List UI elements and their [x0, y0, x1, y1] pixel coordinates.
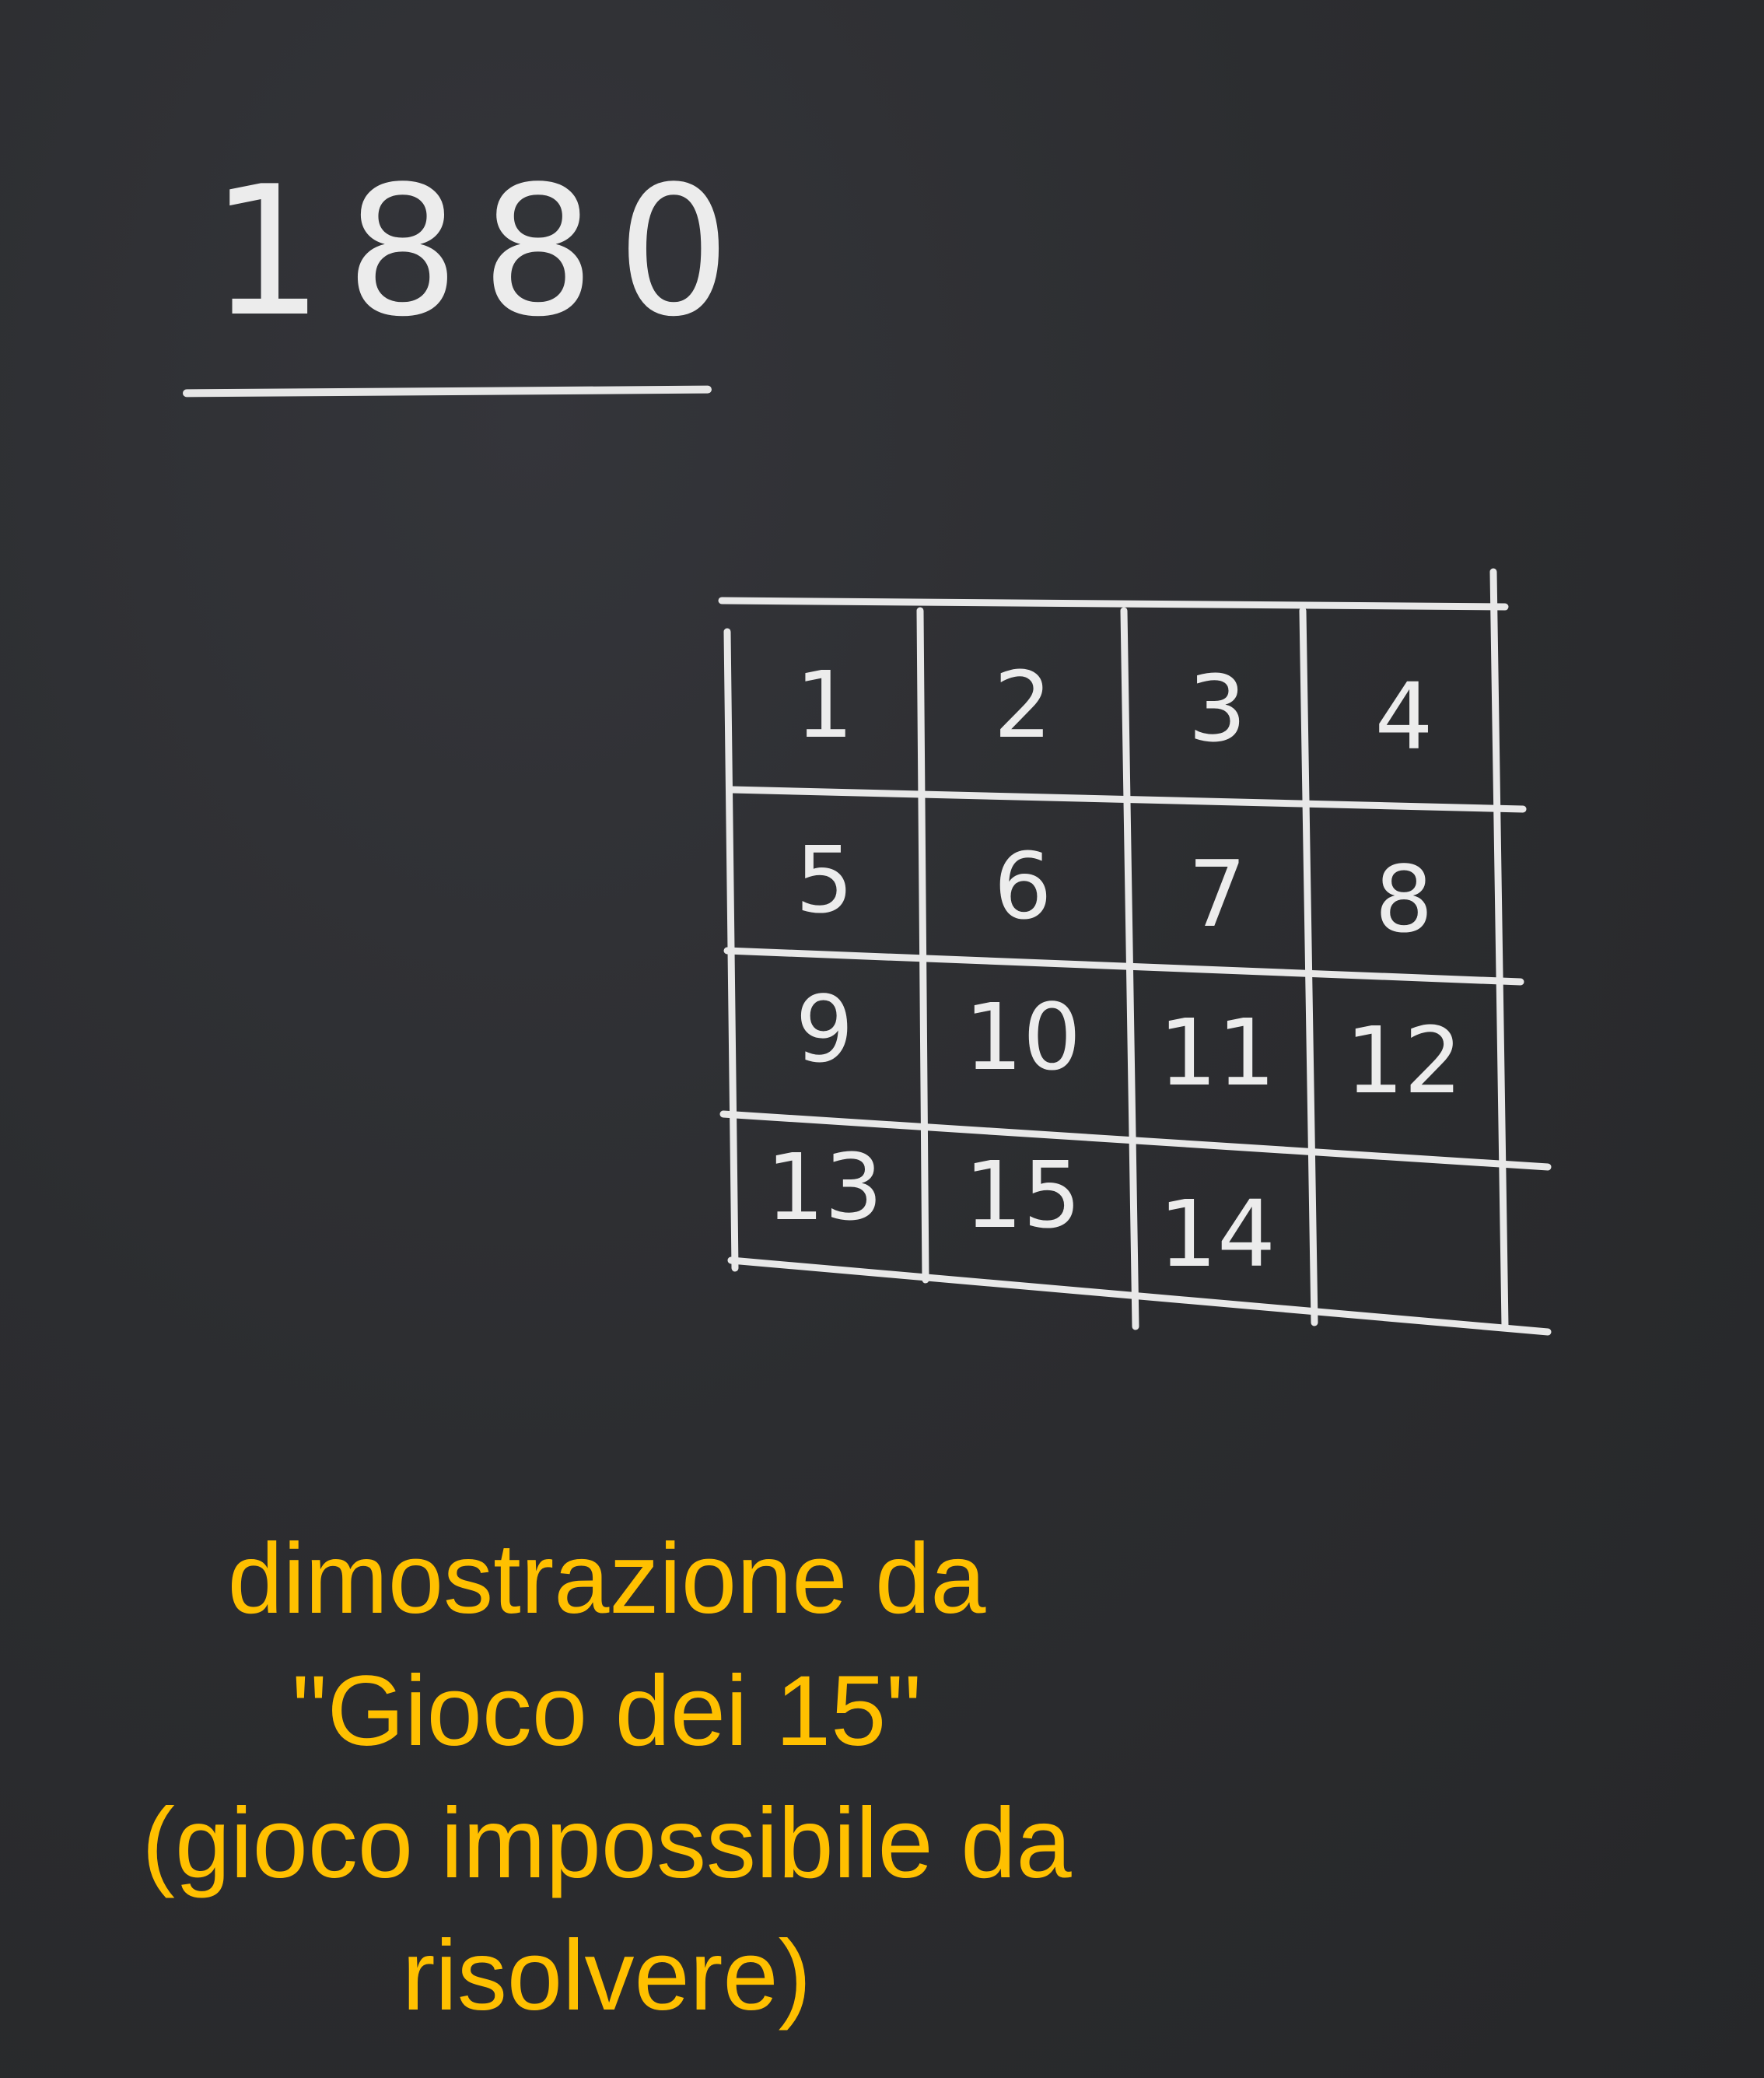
grid-line-col1	[920, 611, 926, 1280]
grid-line-col3	[1303, 611, 1314, 1323]
year-heading: 1880	[210, 149, 753, 356]
tile-5: 5	[795, 826, 854, 934]
caption	[0, 1513, 1213, 2042]
tile-7: 7	[1188, 840, 1247, 948]
grid-line-bottom	[731, 1260, 1548, 1332]
tile-12: 12	[1345, 1007, 1463, 1115]
tile-10: 10	[964, 983, 1082, 1092]
tile-14: 14	[1158, 1180, 1276, 1288]
caption-line-4: risolvere)	[401, 1920, 812, 2031]
tile-1: 1	[795, 651, 854, 759]
tile-15: 15	[964, 1141, 1082, 1249]
tile-3: 3	[1188, 655, 1247, 763]
caption-line-2: "Gioco dei 15"	[292, 1656, 922, 1767]
tile-6: 6	[993, 832, 1052, 941]
tile-11: 11	[1158, 999, 1276, 1107]
tile-13: 13	[765, 1134, 884, 1242]
tile-9: 9	[795, 976, 854, 1084]
grid-line-col4	[1493, 572, 1505, 1326]
grid-line-top	[722, 601, 1505, 607]
tile-8: 8	[1374, 846, 1433, 954]
grid-line-col0	[727, 632, 735, 1268]
caption-line-1: dimostrazione da	[227, 1523, 986, 1635]
caption-line-3: (gioco impossibile da	[142, 1788, 1072, 1899]
tile-4: 4	[1374, 663, 1433, 771]
tile-2: 2	[993, 651, 1052, 759]
